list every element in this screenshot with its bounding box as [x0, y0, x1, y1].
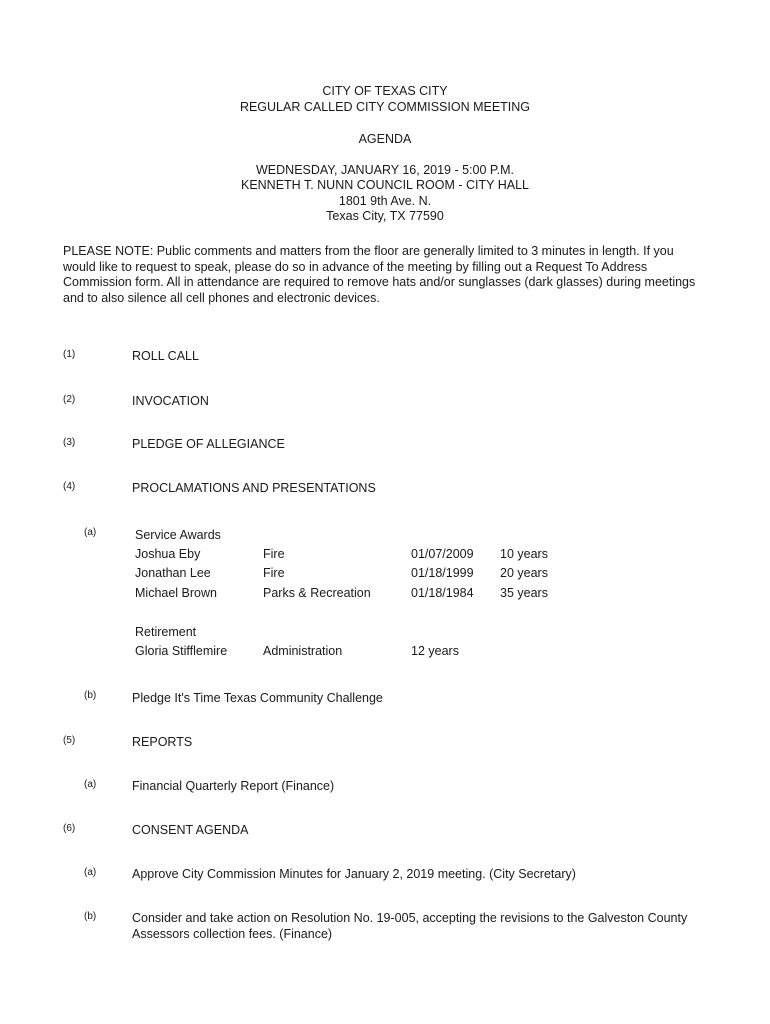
note-line: PLEASE NOTE: Public comments and matters from the floor are generally limited to 3 minutes in length. If you [63, 244, 674, 258]
resolution-item-line: Assessors collection fees. (Finance) [132, 927, 333, 941]
award-date: 01/18/1984 [411, 586, 474, 600]
subitem-number: (a) [84, 527, 97, 538]
subitem-number: (b) [84, 690, 97, 701]
address-city: Texas City, TX 77590 [326, 209, 444, 223]
retirement-heading: Retirement [135, 625, 197, 639]
address-street: 1801 9th Ave. N. [338, 194, 432, 208]
meeting-datetime: WEDNESDAY, JANUARY 16, 2019 - 5:00 P.M. [256, 163, 514, 177]
item-number: (3) [63, 437, 76, 448]
item-number: (4) [63, 481, 76, 492]
item-number: (2) [63, 394, 76, 405]
minutes-approval-item: Approve City Commission Minutes for January 2, 2019 meeting. (City Secretary) [132, 867, 576, 881]
award-date: 01/07/2009 [411, 547, 474, 561]
award-name: Jonathan Lee [135, 566, 211, 580]
award-department: Fire [263, 566, 285, 580]
award-department: Parks & Recreation [263, 586, 371, 600]
meeting-title: REGULAR CALLED CITY COMMISSION MEETING [239, 100, 531, 114]
financial-report-item: Financial Quarterly Report (Finance) [132, 779, 335, 793]
city-name: CITY OF TEXAS CITY [322, 84, 448, 98]
agenda-heading: AGENDA [358, 132, 412, 146]
community-challenge-item: Pledge It's Time Texas Community Challenge [132, 691, 383, 705]
please-note-paragraph [63, 244, 713, 306]
meeting-room: KENNETH T. NUNN COUNCIL ROOM - CITY HALL [240, 178, 529, 192]
award-years: 20 years [500, 566, 548, 580]
item-title-consent-agenda: CONSENT AGENDA [132, 823, 249, 837]
retiree-name: Gloria Stifflemire [135, 644, 228, 658]
award-years: 10 years [500, 547, 548, 561]
retiree-department: Administration [263, 644, 343, 658]
subitem-number: (a) [84, 867, 97, 878]
subitem-number: (a) [84, 779, 97, 790]
item-number: (1) [63, 349, 76, 360]
award-name: Joshua Eby [135, 547, 201, 561]
retiree-years: 12 years [411, 644, 459, 658]
award-years: 35 years [500, 586, 548, 600]
award-department: Fire [263, 547, 285, 561]
service-awards-heading: Service Awards [135, 528, 221, 542]
award-name: Michael Brown [135, 586, 217, 600]
item-title-invocation: INVOCATION [132, 394, 209, 408]
item-title-pledge: PLEDGE OF ALLEGIANCE [132, 437, 285, 451]
note-line: Commission form. All in attendance are required to remove hats and/or sunglasses (dark glasses) during meetings [63, 275, 696, 289]
note-line: and to also silence all cell phones and electronic devices. [63, 290, 380, 305]
subitem-number: (b) [84, 911, 97, 922]
item-title-reports: REPORTS [132, 735, 193, 749]
note-line: would like to request to speak, please do so in advance of the meeting by filling out a Request To Address [63, 259, 648, 274]
item-title-roll-call: ROLL CALL [132, 349, 199, 363]
item-number: (5) [63, 735, 76, 746]
item-number: (6) [63, 823, 76, 834]
resolution-item-line: Consider and take action on Resolution No. 19-005, accepting the revisions to the Galveston County [132, 911, 688, 925]
item-title-proclamations: PROCLAMATIONS AND PRESENTATIONS [132, 481, 376, 495]
award-date: 01/18/1999 [411, 566, 474, 580]
